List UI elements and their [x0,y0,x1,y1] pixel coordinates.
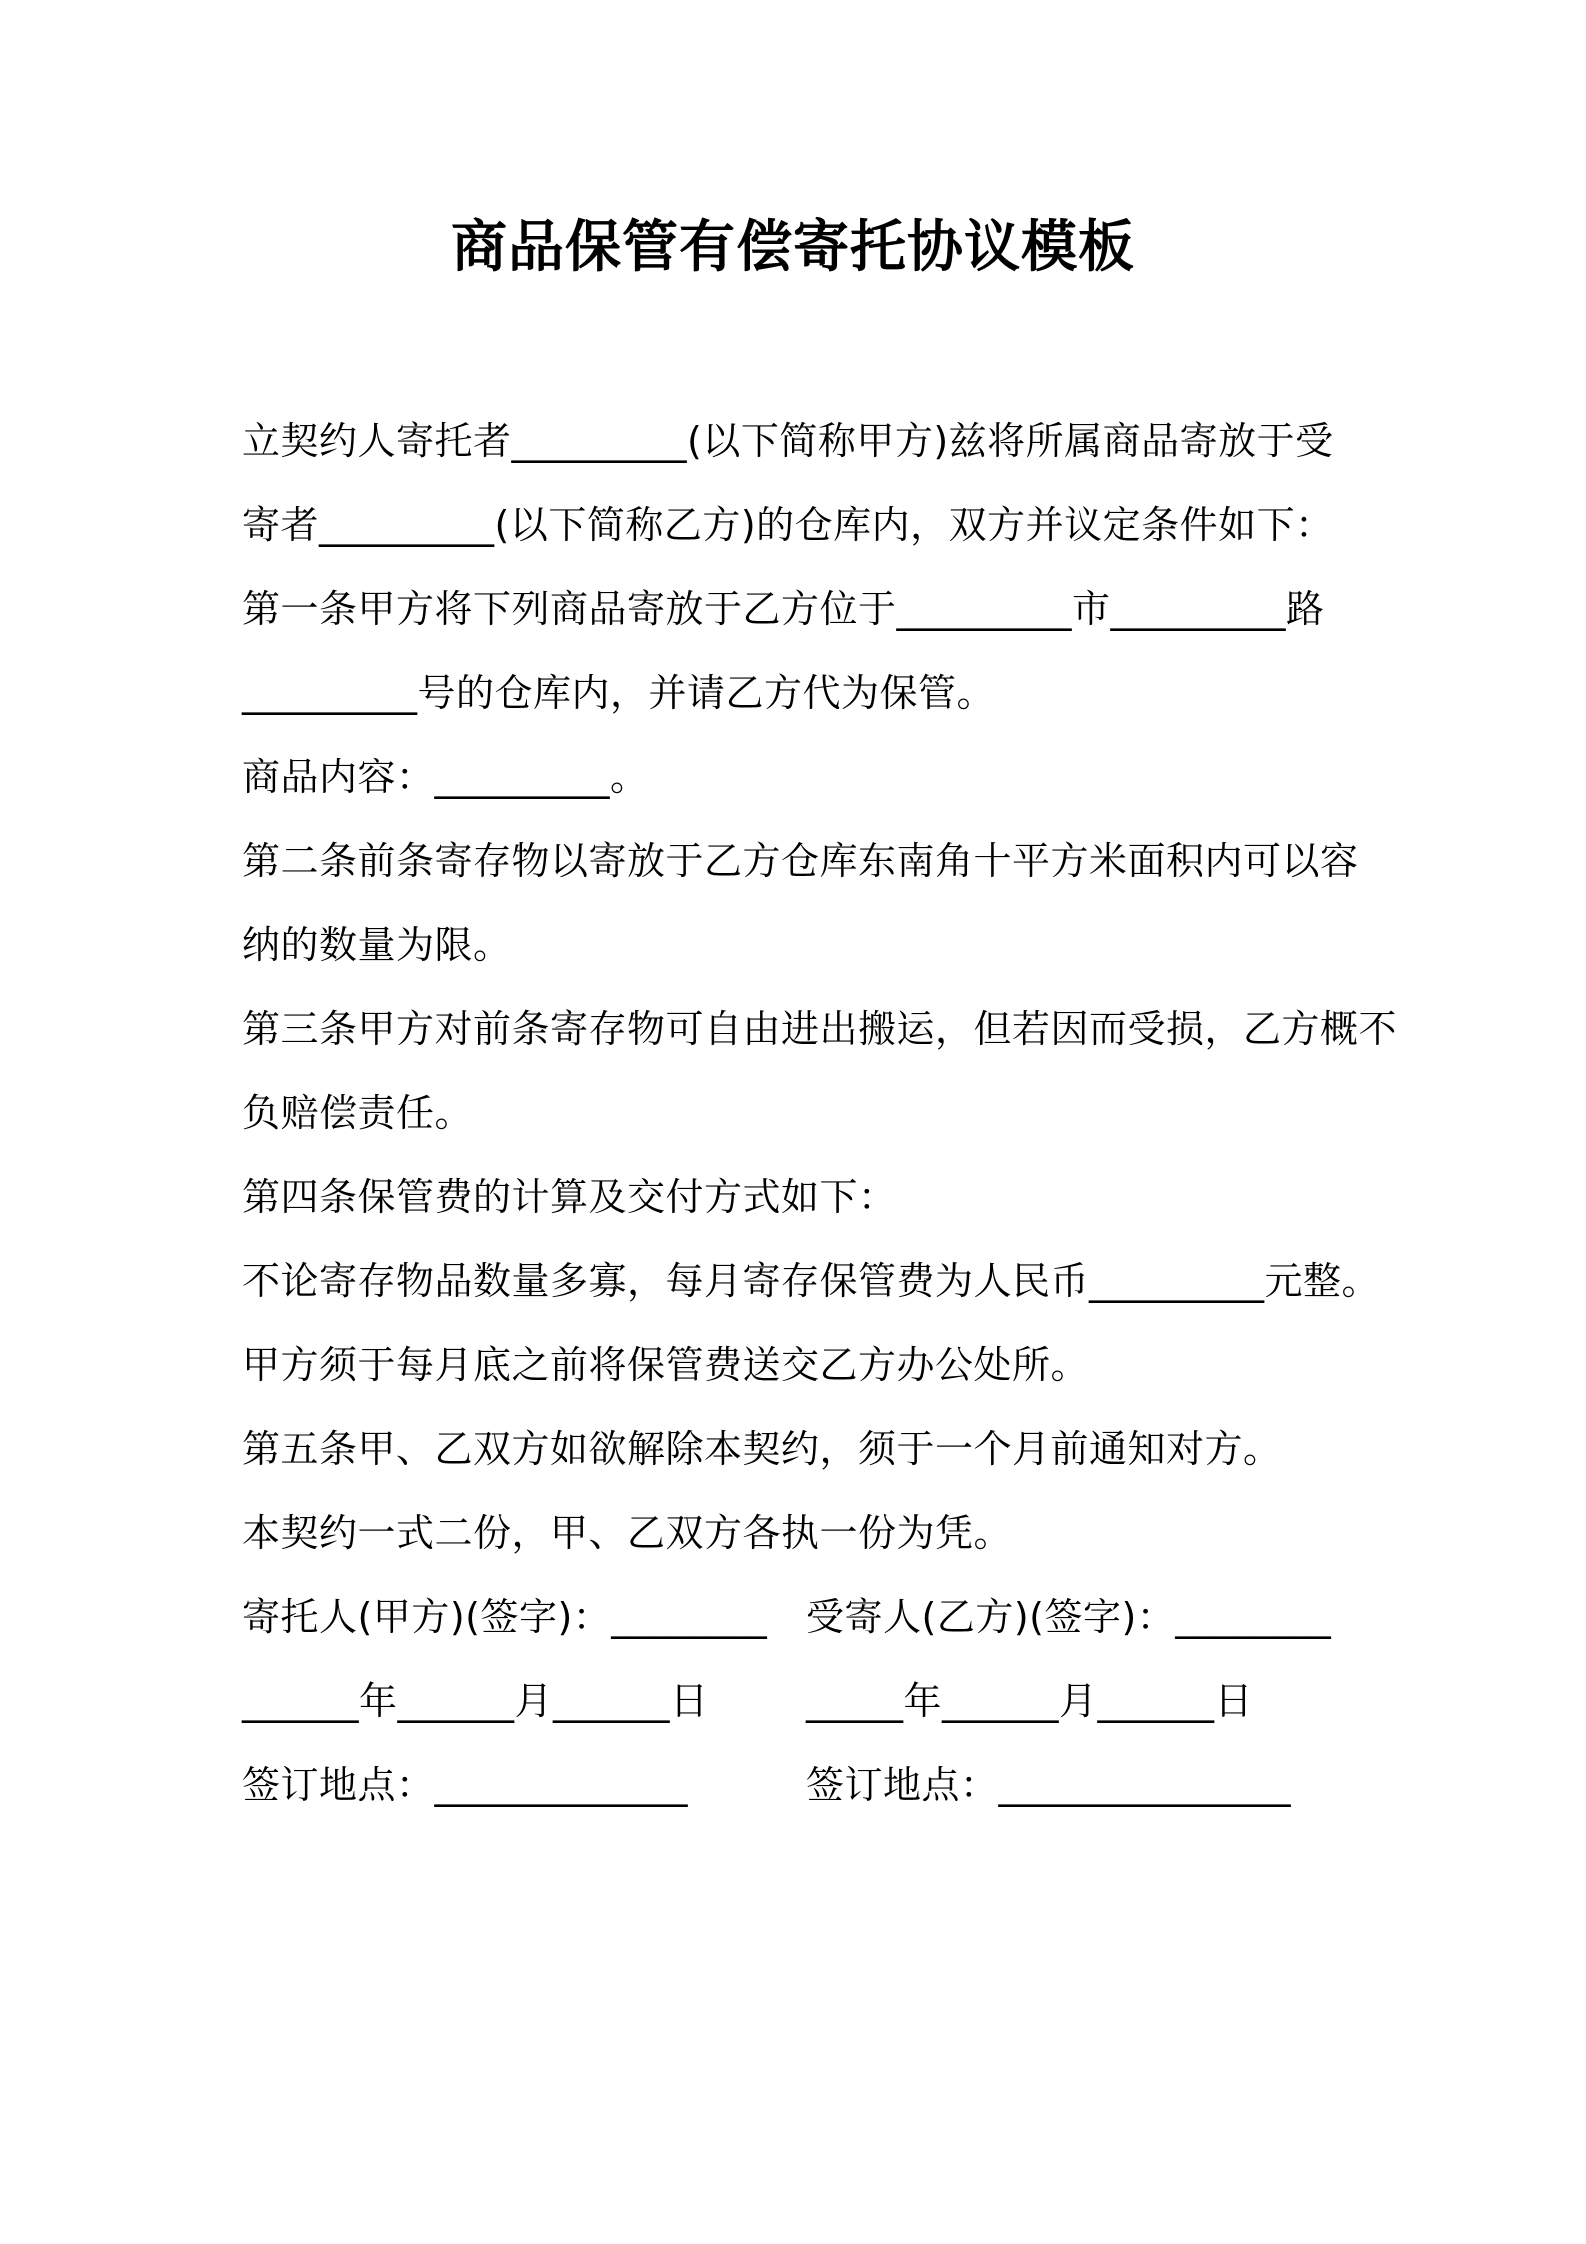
body-line: 第三条甲方对前条寄存物可自由进出搬运，但若因而受损，乙方概不 [242,1007,1398,1051]
body-line: 本契约一式二份，甲、乙双方各执一份为凭。 [242,1511,1013,1555]
party-a-date-line: ______年______月______日 [242,1679,709,1723]
party-b-place-line: 签订地点：_______________ [806,1763,1292,1807]
body-line: 立契约人寄托者_________(以下简称甲方)兹将所属商品寄放于受 [242,419,1334,463]
party-b-signature-line: 受寄人(乙方)(签字)：________ [806,1595,1332,1639]
body-line: 甲方须于每月底之前将保管费送交乙方办公处所。 [242,1343,1090,1387]
body-line: 不论寄存物品数量多寡，每月寄存保管费为人民币_________元整。 [242,1259,1381,1303]
body-line: 第二条前条寄存物以寄放于乙方仓库东南角十平方米面积内可以容 [242,839,1359,883]
body-line: 第四条保管费的计算及交付方式如下： [242,1175,897,1219]
body-line: 商品内容：_________。 [242,755,649,799]
party-a-place-line: 签订地点：_____________ [242,1763,689,1807]
body-line: _________号的仓库内，并请乙方代为保管。 [242,671,996,715]
document-title: 商品保管有偿寄托协议模板 [451,215,1135,280]
body-line: 第五条甲、乙双方如欲解除本契约，须于一个月前通知对方。 [242,1427,1282,1471]
party-b-date-line: _____年______月______日 [806,1679,1254,1723]
party-a-signature-line: 寄托人(甲方)(签字)：________ [242,1595,768,1639]
body-line: 纳的数量为限。 [242,923,512,967]
body-line: 第一条甲方将下列商品寄放于乙方位于_________市_________路 [242,587,1325,631]
body-line: 负赔偿责任。 [242,1091,474,1135]
body-line: 寄者_________(以下简称乙方)的仓库内，双方并议定条件如下： [242,503,1334,547]
